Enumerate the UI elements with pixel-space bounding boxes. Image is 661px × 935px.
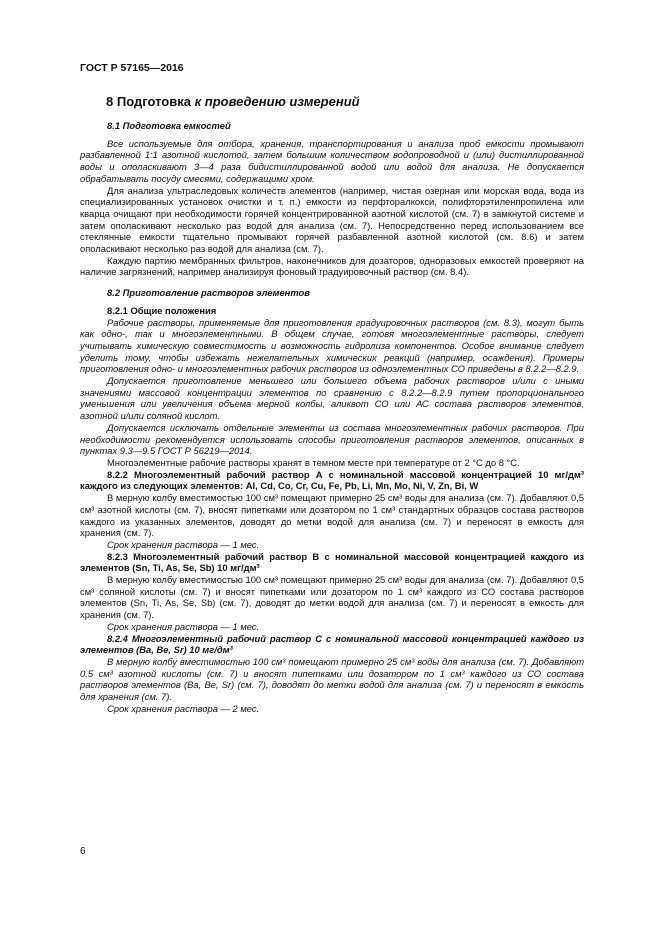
subsection-8-2-4-title: 8.2.4 Многоэлементный рабочий раствор С с номинальной массовой концентрацией каждого из элементов (Ba, Be, Sr) 10 мг/дм³ <box>80 632 584 656</box>
section-number: 8 <box>106 94 114 109</box>
section-title-italic: к проведению измерений <box>194 94 360 109</box>
paragraph-8-2-1-1: Рабочие растворы, применяемые для приготовления градуировочных растворов (см. 8.3), могут быть как одно-, так и многоэлементными. В общем случае, готовя многоэлементные растворы, следует учитывать химическую совместимость и возможность гидролиза компонентов. Особое внимание следует уделить тому, чтобы избежать нежелательных химических реакций (например, осаждения). Примеры приготовления одно- и многоэлементных рабочих растворов из одноэлементных СО приведены в 8.2.2—8.2.9. <box>80 316 584 375</box>
document-body <box>80 120 584 714</box>
paragraph-8-2-3-2: Срок хранения раствора — 1 мес. <box>107 620 260 632</box>
section-heading <box>106 94 360 109</box>
standard-header: ГОСТ Р 57165—2016 <box>80 62 184 74</box>
paragraph-8-1-1: Все используемые для отбора, хранения, транспортирования и анализа проб емкости промывают разбавленной 1:1 азотной кислотой, затем большим количеством водопроводной и (или) дистиллированной воды и ополаскивают 3—4 раза бидистиллированной водой или водой для анализа. Не допускается обрабатывать посуду смесями, содержащими хром. <box>80 137 584 184</box>
paragraph-8-2-1-3: Допускается исключать отдельные элементы из состава многоэлементных рабочих растворов. При необходимости рекомендуется использовать способы приготовления растворов элементов, описанных в пунктах 9.3—9.5 ГОСТ Р 56219—2014. <box>80 421 584 457</box>
page-number: 6 <box>80 846 86 857</box>
paragraph-8-2-2-2: Срок хранения раствора — 1 мес. <box>107 538 260 550</box>
paragraph-8-2-4-2: Срок хранения раствора — 2 мес. <box>107 702 260 714</box>
paragraph-8-2-3-1: В мерную колбу вместимостью 100 см³ помещают примерно 25 см³ воды для анализа (см. 7). Добавляют 0,5 см³ соляной кислоты (см. 7) и вносят пипетками или дозатором по 1 см³ каждого из СО состава растворов элементов (Sn, Ti, As, Se, Sb) (см. 7), доводят до метки водой для анализа (см. 7) и переносят в емкость для хранения (см. 7). <box>80 574 584 621</box>
paragraph-8-2-4-1: В мерную колбу вместимостью 100 см³ помещают примерно 25 см³ воды для анализа (см. 7). Добавляют 0,5 см³ азотной кислоты (см. 7) и вносят пипетками или дозатором по 1 см³ каждого из СО состава растворов элементов (Ba, Be, Sr) (см. 7), доводят до метки водой для анализа (см. 7) и переносят в емкость для хранения (см. 7). <box>80 655 584 703</box>
paragraph-8-2-1-2: Допускается приготовление меньшего или большего объема рабочих растворов и/или с иными значениями массовой концентрации элементов по сравнению с 8.2.2—8.2.9 путем пропорционального уменьшения или увеличения объема мерной колбы, аликвот СО или АС состава растворов элементов, азотной и/или соляной кислот. <box>80 375 584 422</box>
paragraph-8-2-1-4: Многоэлементные рабочие растворы хранят в темном месте при температуре от 2 °С до 8 °С. <box>107 456 520 468</box>
paragraph-8-1-2: Для анализа ультраследовых количеств элементов (например, чистая озерная или морская вода, вода из специализированных установок очистки и т. п.) емкости из перфторалкокси, полифторэтиленпропилена или кварца очищают при необходимости горячей концентрированной азотной кислотой (см. 7) в замкнутой системе и затем ополаскивают несколько раз водой для анализа (см. 7). Непосредственно перед использованием все стеклянные емкости тщательно промывают горячей разбавленной азотной кислотой (см. 8.6) и затем ополаскивают несколько раз водой для анализа (см. 7). <box>80 184 584 255</box>
subsection-8-2-1-title: 8.2.1 Общие положения <box>107 304 217 316</box>
section-title-plain: Подготовка <box>116 94 191 109</box>
subsection-8-1-title: 8.1 Подготовка емкостей <box>107 120 231 131</box>
subsection-8-2-3-title: 8.2.3 Многоэлементный рабочий раствор В с номинальной массовой концентрацией каждого из элементов (Sn, Ti, As, Se, Sb) 10 мг/дм³ <box>80 550 584 574</box>
paragraph-8-2-2-1: В мерную колбу вместимостью 100 см³ помещают примерно 25 см³ воды для анализа (см. 7). Добавляют 0,5 см³ азотной кислоты (см. 7), вносят пипетками или дозатором по 1 см³ стандартных образцов состава растворов каждого из указанных элементов, доводят до метки водой для анализа (см. 7) и переносят в емкость для хранения (см. 7). <box>80 492 584 539</box>
paragraph-8-1-3: Каждую партию мембранных фильтров, наконечников для дозаторов, одноразовых емкостей проверяют на наличие загрязнений, например анализируя фоновый градуировочный раствор (см. 8.4). <box>80 254 584 278</box>
subsection-8-2-2-title: 8.2.2 Многоэлементный рабочий раствор А с номинальной массовой концентрацией 10 мг/дм³ каждого из следующих элементов: Al, Cd, Co, Cr, Cu, Fe, Pb, Li, Mn, Mo, Ni, V, Zn, Bi, W <box>80 468 584 492</box>
subsection-8-2-title: 8.2 Приготовление растворов элементов <box>107 287 310 299</box>
